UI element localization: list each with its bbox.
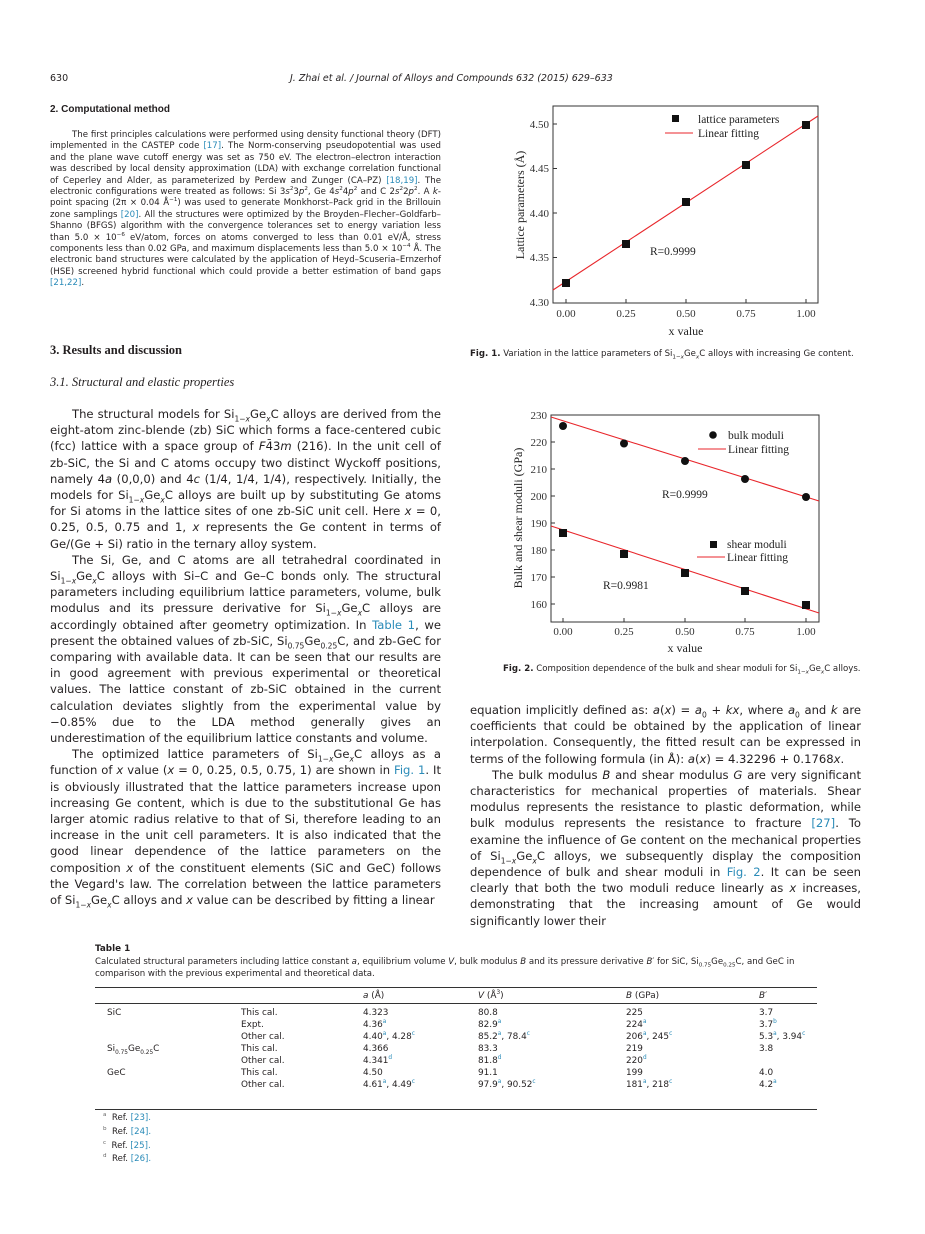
table-row: Other cal. 4.341$^d$ 81.8$^d$ 220$^d$ (241, 1055, 647, 1066)
svg-text:220: 220 (530, 437, 547, 449)
table-top-rule (95, 987, 817, 988)
paragraph-moduli: The bulk modulus B and shear modulus G are very significant characteristics for mechanical properties of materials. Shear modulus represents the resistance to plastic deformation, while bulk modulus represents the resistance to fracture [27]. To examine the influence of Ge content on the mechanical properties of $Si_{1-x}Ge_xC$ alloys, we subsequently display the composition dependence of bulk and shear moduli in Fig. 2. It can be seen clearly that both the two moduli reduce linearly as x increases, demonstrating that the increasing amount of Ge would significantly lower their (470, 767, 862, 928)
footnote-d: $^d$ Ref. [26]. (103, 1153, 152, 1165)
section-2-paragraph: The first principles calculations were performed using density functional theory (DFT) implemented in the CASTEP code [17]. The Norm-conserving pseudopotential was used and the plane wave cutoff energy was set as 750 eV. The electron–electron interaction was described by local density approximation (LDA) with exchange correlation functional of Ceperley and Alder, as parameterized by Perdew and Zunger (CA–PZ) [18,19]. The electronic configurations were treated as follows: Si $3s^23p^2$, Ge $4s^24p^2$ and C $2s^22p^2$. A k-point spacing (2π × 0.04 $Å^{-1}$) was used to generate Monkhorst–Pack grid in the Brillouin zone samplings [20]. All the structures were optimized by the Broyden–Flecher–Goldfarb–Shanno (BFGS) algorithm with the convergence tolerances set to energy variation less than $5.0 \times 10^{-6}$ eV/atom, forces on atoms converged to less than 0.01 eV/Å, stress components less than 0.02 GPa, and maximum displacements less than $5.0 \times 10^{-4}$ Å. The electronic band structures were calculated by the application of Heyd–Scuseria–Ernzerhof (HSE) screened hybrid functional which could provide a better estimation of band gaps [21,22]. (50, 130, 442, 289)
table-1-label: Table 1 (95, 944, 131, 954)
x-axis-label: x value (668, 324, 704, 338)
table-1 (95, 991, 817, 1092)
svg-text:4.40: 4.40 (529, 208, 549, 220)
svg-text:170: 170 (530, 572, 547, 584)
figure-2-chart (500, 405, 840, 655)
legend-square-icon (710, 541, 717, 548)
ref-link[interactable]: [27] (811, 816, 836, 831)
ref-link[interactable]: [18,19] (386, 175, 418, 186)
page-number: 630 (50, 73, 69, 84)
svg-text:0.25: 0.25 (616, 308, 636, 320)
ref-link[interactable]: [21,22] (50, 278, 82, 289)
legend-circle-icon (709, 431, 717, 439)
table-row: GeC This cal. 4.50 91.1 199 4.0 (107, 1068, 774, 1078)
footnote-c: $^c$ Ref. [25]. (103, 1139, 151, 1151)
figure-1-chart (500, 100, 840, 345)
svg-text:200: 200 (530, 491, 547, 503)
legend-line-label: Linear fitting (698, 128, 759, 140)
legend-line-label-bulk: Linear fitting (728, 444, 789, 456)
r-value: R=0.9999 (650, 246, 696, 258)
table-row: $Si_{0.75}Ge_{0.25}C$ This cal. 4.366 83.3 219 3.8 (107, 1044, 774, 1056)
figure-2-caption: Fig. 2. Composition dependence of the bulk and shear moduli for $Si_{1-x}Ge_xC$ alloys. (503, 664, 861, 676)
x-axis-ticks (553, 618, 816, 638)
footnote-a: $^a$ Ref. [23]. (103, 1112, 152, 1123)
fig-1-link[interactable]: Fig. 1 (394, 763, 426, 778)
paragraph-coordination: The Si, Ge, and C atoms are all tetrahedral coordinated in $Si_{1-x}Ge_xC$ alloys with Si–C and Ge–C bonds only. The structural parameters including equilibrium lattice parameters, volume, bulk modulus and its pressure derivative for $Si_{1-x}Ge_xC$ alloys are accordingly obtained after geometry optimization. In Table 1, we present the obtained values of zb-SiC, $Si_{0.75}Ge_{0.25}C$, and zb-GeC for comparing with available data. It can be seen that our results are in good agreement with previous experimental or theoretical values. The lattice constant of zb-SiC obtained in the current calculation deviates slightly from the experimental value by −0.85% due to the LDA method generally gives an underestimation of the equilibrium lattice constants and volume. (50, 552, 441, 746)
y-axis-label: Lattice parameters (Å) (513, 150, 527, 260)
svg-text:1.00: 1.00 (796, 308, 816, 320)
ref-link[interactable]: [20] (120, 209, 139, 220)
svg-text:230: 230 (530, 410, 547, 422)
running-header: J. Zhai et al. / Journal of Alloys and Compounds 632 (2015) 629–633 (290, 73, 613, 84)
fig-2-link[interactable]: Fig. 2 (726, 865, 761, 880)
header-b: B (GPa) (626, 991, 660, 1001)
legend-points-label: lattice parameters (698, 114, 780, 126)
svg-text:160: 160 (530, 599, 547, 611)
x-axis-label: x value (667, 641, 703, 655)
header-v: V $(Å^3)$ (478, 990, 504, 1001)
table-row: SiC This cal. 4.323 80.8 225 3.7 (107, 1008, 774, 1018)
table-bottom-rule (95, 1109, 817, 1110)
legend-shear-label: shear moduli (727, 539, 787, 551)
table-footnotes (103, 1112, 151, 1167)
table-row: Other cal. 4.61$^a$, 4.49$^c$ 97.9$^a$, 90.52$^c$ 181$^a$, 218$^c$ 4.2$^a$ (241, 1079, 777, 1090)
svg-text:4.35: 4.35 (529, 252, 549, 264)
table-1-caption: Calculated structural parameters including lattice constant a, equilibrium volume V, bulk modulus B and its pressure derivative B′ for SiC, $Si_{0.75}Ge_{0.25}C$, and GeC in comparison with the previous experimental and theoretical data. (95, 957, 795, 979)
svg-text:4.30: 4.30 (529, 297, 549, 309)
r-value-shear: R=0.9981 (603, 580, 649, 592)
svg-text:4.50: 4.50 (529, 119, 549, 131)
legend-bulk-label: bulk moduli (728, 430, 784, 442)
table-row: Other cal. 4.40$^a$, 4.28$^c$ 85.2$^a$, 78.4$^c$ 206$^a$, 245$^c$ 5.3$^a$, 3.94$^c$ (241, 1031, 806, 1042)
svg-text:0.00: 0.00 (556, 308, 576, 320)
header-bprime: B′ (759, 991, 768, 1001)
svg-text:0.00: 0.00 (553, 626, 573, 638)
figure-1-caption: Fig. 1. Variation in the lattice parameters of $Si_{1-x}Ge_xC$ alloys with increasing Ge content. (470, 349, 854, 361)
svg-text:210: 210 (530, 464, 547, 476)
header-a: a (Å) (363, 991, 385, 1001)
table-row: Expt. 4.36$^a$ 82.9$^a$ 224$^a$ 3.7$^b$ (241, 1019, 777, 1030)
paragraph-structural-models: The structural models for $Si_{1-x}Ge_xC$ alloys are derived from the eight-atom zinc-blende (zb) SiC which forms a face-centered cubic (fcc) lattice with a space group of F4̄3m (216). In the unit cell of zb-SiC, the Si and C atoms occupy two distinct Wyckoff positions, namely 4a (0,0,0) and 4c (1/4, 1/4, 1/4), respectively. Initially, the models for $Si_{1-x}Ge_xC$ alloys are built up by substituting Ge atoms for Si atoms in the lattice sites of one zb-SiC unit cell. Here x = 0, 0.25, 0.5, 0.75 and 1, x represents the Ge content in terms of Ge/(Ge + Si) ratio in the ternary alloy system. (50, 407, 442, 551)
svg-text:0.75: 0.75 (735, 626, 755, 638)
ref-link[interactable]: [17] (203, 141, 222, 152)
svg-text:4.45: 4.45 (529, 163, 549, 175)
section-3-heading: 3. Results and discussion (50, 343, 182, 357)
svg-text:0.25: 0.25 (614, 626, 634, 638)
footnote-b: $^b$ Ref. [24]. (103, 1125, 152, 1137)
legend-square-icon (672, 115, 679, 122)
svg-text:1.00: 1.00 (796, 626, 816, 638)
table-1-link[interactable]: Table 1 (372, 617, 416, 632)
table-header-row (95, 991, 817, 1004)
body-column-left (50, 406, 441, 908)
svg-text:190: 190 (530, 518, 547, 530)
svg-text:180: 180 (530, 545, 547, 557)
y-axis-label: Bulk and shear moduli (GPa) (511, 447, 525, 589)
section-2-heading: 2. Computational method (50, 104, 170, 115)
paragraph-lattice-params: The optimized lattice parameters of $Si_{1-x}Ge_xC$ alloys as a function of x value (x = 0, 0.25, 0.5, 0.75, 1) are shown in Fig. 1. It is obviously illustrated that the lattice parameters increase upon increasing Ge content, which is due to the substitutional Ge has larger atomic radius relative to that of Si, therefore leading to an increase in the unit cell parameters. It is also indicated that the good linear dependence of the lattice parameters on the composition x of the constituent elements (SiC and GeC) follows the Vegard's law. The correlation between the lattice parameters of $Si_{1-x}Ge_xC$ alloys and x value can be described by fitting a linear (50, 747, 441, 910)
svg-text:0.50: 0.50 (676, 308, 696, 320)
svg-text:0.50: 0.50 (675, 626, 695, 638)
subsection-3-1-heading: 3.1. Structural and elastic properties (50, 375, 235, 389)
body-column-right (470, 702, 861, 929)
x-axis-ticks (556, 299, 816, 320)
paragraph-linear-equation: equation implicitly defined as: $a(x) = a_0$ + kx, where $a_0$ and k are coefficients that could be obtained by the application of linear interpolation. Consequently, the fitted result can be expressed in terms of the following formula (in Å): a(x) = 4.32296 + 0.1768x. (470, 703, 862, 766)
svg-text:0.75: 0.75 (736, 308, 756, 320)
r-value-bulk: R=0.9999 (662, 489, 708, 501)
legend-line-label-shear: Linear fitting (727, 552, 788, 564)
